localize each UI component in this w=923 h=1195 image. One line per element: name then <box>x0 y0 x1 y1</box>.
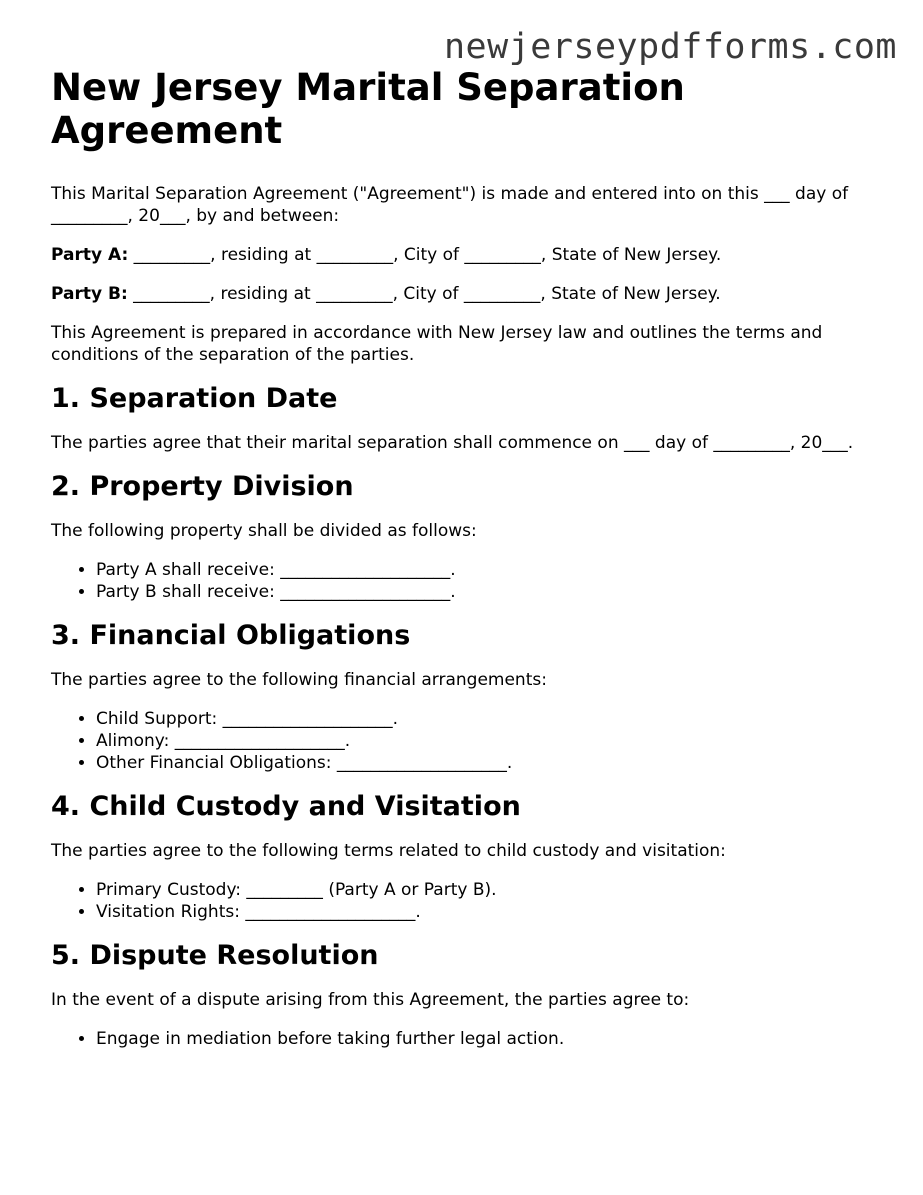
party-b-details: _________, residing at _________, City of _________, State of New Jersey. <box>127 284 721 304</box>
section-heading-dispute-resolution: 5. Dispute Resolution <box>51 940 379 971</box>
list-item: • Engage in mediation before taking further legal action. <box>96 1028 896 1050</box>
site-watermark: newjerseypdfforms.com <box>443 27 897 67</box>
list-item: • Primary Custody: _________ (Party A or Party B). <box>96 879 896 901</box>
document-page <box>51 66 896 1067</box>
party-b-line <box>51 283 896 305</box>
section-text-property-division: The following property shall be divided as follows: <box>51 521 477 541</box>
intro-paragraph: This Marital Separation Agreement ("Agreement") is made and entered into on this ___ day of _________, 20___, by and between: <box>51 184 849 226</box>
list-item: • Visitation Rights: ____________________. <box>96 901 896 923</box>
section-heading-financial-obligations: 3. Financial Obligations <box>51 620 411 651</box>
list-item: • Other Financial Obligations: ____________________. <box>96 752 896 774</box>
list-item: • Child Support: ____________________. <box>96 708 896 730</box>
child-custody-list <box>51 879 896 923</box>
section-heading-child-custody: 4. Child Custody and Visitation <box>51 791 521 822</box>
party-a-line <box>51 244 896 266</box>
party-a-label: Party A: <box>51 245 129 265</box>
list-item: • Party B shall receive: ____________________. <box>96 581 896 603</box>
section-text-financial-obligations: The parties agree to the following financial arrangements: <box>51 670 547 690</box>
dispute-resolution-list <box>51 1028 896 1050</box>
list-item: • Alimony: ____________________. <box>96 730 896 752</box>
list-item: • Party A shall receive: ____________________. <box>96 559 896 581</box>
section-heading-separation-date: 1. Separation Date <box>51 383 338 414</box>
property-division-list <box>51 559 896 603</box>
section-text-dispute-resolution: In the event of a dispute arising from this Agreement, the parties agree to: <box>51 990 690 1010</box>
section-heading-property-division: 2. Property Division <box>51 471 354 502</box>
party-a-details: _________, residing at _________, City of _________, State of New Jersey. <box>128 245 722 265</box>
section-text-separation-date: The parties agree that their marital separation shall commence on ___ day of _________, 20___. <box>51 433 854 453</box>
purpose-paragraph: This Agreement is prepared in accordance with New Jersey law and outlines the terms and conditions of the separation of the parties. <box>51 323 823 365</box>
section-text-child-custody: The parties agree to the following terms related to child custody and visitation: <box>51 841 726 861</box>
financial-obligations-list <box>51 708 896 774</box>
party-b-label: Party B: <box>51 284 128 304</box>
document-title: New Jersey Marital Separation Agreement <box>51 66 685 152</box>
